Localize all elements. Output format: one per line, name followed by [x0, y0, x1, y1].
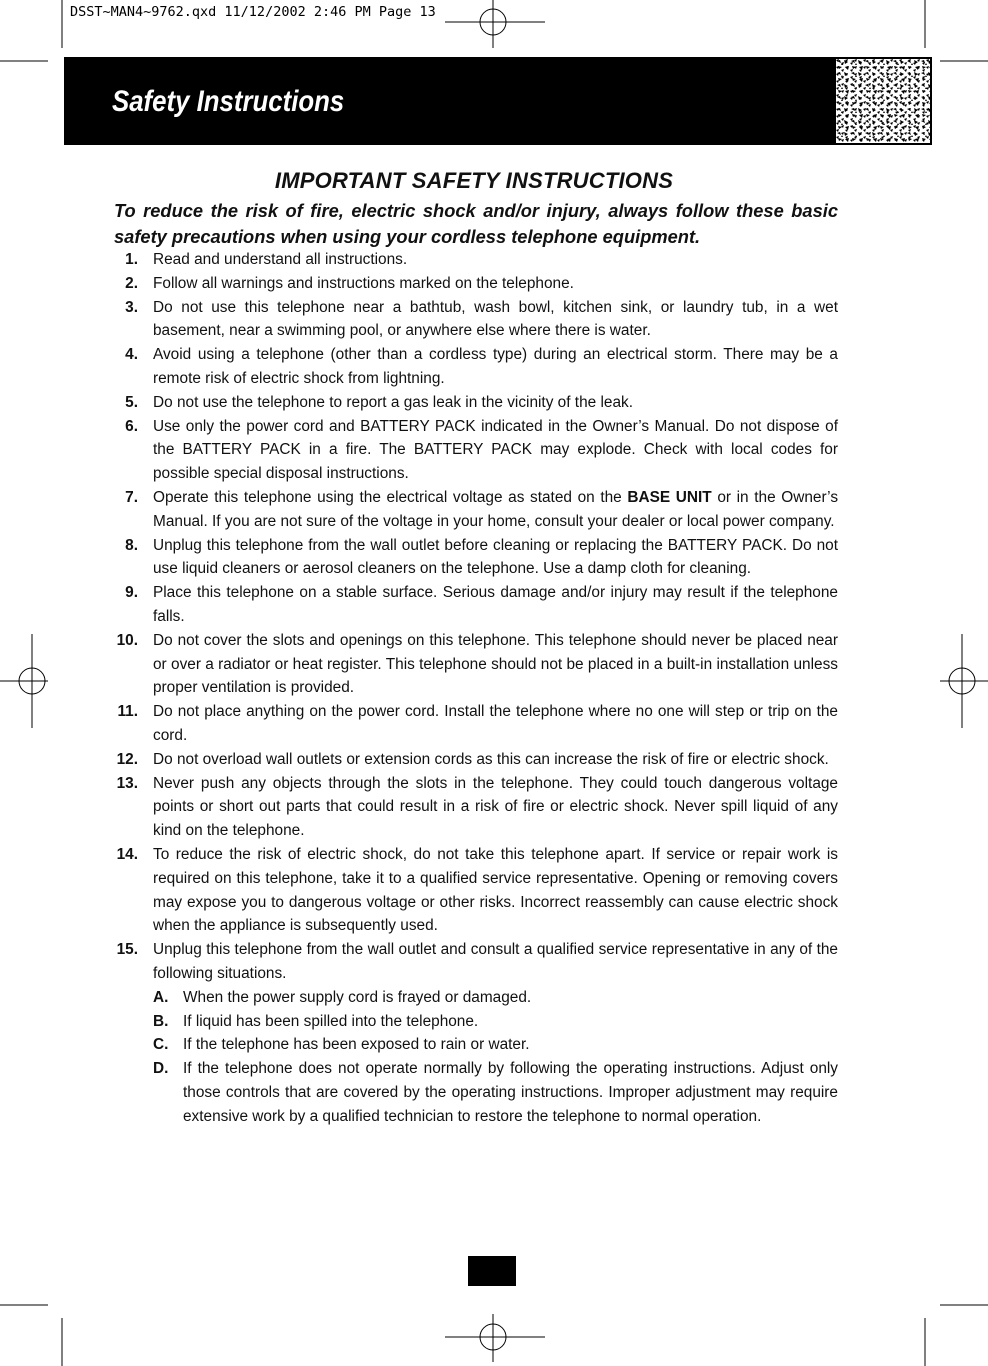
item-text: [153, 486, 838, 534]
list-item: [100, 391, 838, 415]
sub-list-item: [100, 986, 838, 1010]
item-number: 3.: [125, 298, 138, 316]
list-item: [100, 772, 838, 843]
item-text: Place this telephone on a stable surface. Serious damage and/or injury may result if the telephone falls.: [153, 584, 838, 625]
list-item: [100, 700, 838, 748]
sub-item-letter: D.: [153, 1060, 169, 1078]
page-number-box: [468, 1256, 516, 1286]
list-item: [100, 843, 838, 938]
item-text: Do not use this telephone near a bathtub, wash bowl, kitchen sink, or laundry tub, in a wet basement, near a swimming pool, or anywhere else where there is water.: [153, 298, 838, 340]
item-number: 15.: [116, 941, 138, 959]
item-number: 12.: [116, 750, 138, 768]
item-text: Do not overload wall outlets or extension cords as this can increase the risk of fire or electric shock.: [153, 750, 829, 768]
item-text: Avoid using a telephone (other than a cordless type) during an electrical storm. There may be a remote risk of electric shock from lightning.: [153, 346, 838, 387]
item-number: 8.: [125, 536, 138, 554]
section-header-banner: [64, 57, 932, 145]
item-text-start: Operate this telephone using the electrical voltage as stated on the: [153, 488, 628, 506]
list-item: [100, 343, 838, 391]
list-item: [100, 534, 838, 582]
item-text: Do not use the telephone to report a gas leak in the vicinity of the leak.: [153, 393, 633, 411]
list-item: [100, 272, 838, 296]
item-text: Unplug this telephone from the wall outlet and consult a qualified service representative in any of the following situations.: [153, 941, 838, 982]
list-item: [100, 938, 838, 986]
item-text: Unplug this telephone from the wall outlet before cleaning or replacing the BATTERY PACK. Do not use liquid cleaners or aerosol cleaners on the telephone. Use a damp cloth for cleaning.: [153, 536, 838, 578]
item-number: 14.: [116, 845, 138, 863]
list-item: [100, 486, 838, 534]
list-item: [100, 248, 838, 272]
intro-paragraph: To reduce the risk of fire, electric shock and/or injury, always follow these basic safety precautions when using your cordless telephone equipment.: [114, 200, 838, 247]
item-text: Read and understand all instructions.: [153, 251, 408, 268]
list-item: [100, 296, 838, 344]
list-item: [100, 415, 838, 486]
sub-item-letter: A.: [153, 988, 169, 1006]
item-number: 9.: [125, 584, 138, 602]
item-text: Do not cover the slots and openings on this telephone. This telephone should never be placed near or over a radiator or heat register. This telephone should not be placed in a built-in installation unless proper ventilation is provided.: [153, 631, 838, 697]
item-number: 4.: [125, 346, 138, 364]
list-item: [100, 581, 838, 629]
decorative-texture: [836, 59, 930, 143]
item-text: Use only the power cord and BATTERY PACK indicated in the Owner’s Manual. Do not dispose of the BATTERY PACK in a fire. The BATTERY PACK may explode. Check with local codes for possible special disposal instructions.: [153, 417, 838, 483]
item-text: Never push any objects through the slots in the telephone. They could touch dangerous voltage points or short out parts that could result in a risk of fire or electric shock. Never spill liquid of any kind on the telephone.: [153, 774, 838, 840]
item-number: 10.: [116, 631, 138, 649]
sub-list-item: [100, 1010, 838, 1034]
item-number: 1.: [125, 251, 138, 268]
item-number: 5.: [125, 393, 138, 411]
sub-list-item: [100, 1057, 838, 1128]
item-number: 7.: [125, 488, 138, 506]
item-number: 6.: [125, 417, 138, 435]
item-text: Do not place anything on the power cord. Install the telephone where no one will step or trip on the cord.: [153, 703, 838, 744]
item-number: 2.: [125, 274, 138, 292]
item-number: 13.: [116, 774, 138, 792]
list-item: [100, 629, 838, 700]
sub-item-letter: C.: [153, 1036, 169, 1054]
item-number: 11.: [117, 703, 138, 721]
document-heading: IMPORTANT SAFETY INSTRUCTIONS: [274, 168, 674, 193]
sub-item-text: If liquid has been spilled into the telephone.: [183, 1012, 479, 1030]
list-item: [100, 748, 838, 772]
sub-item-letter: B.: [153, 1012, 169, 1030]
item-text: To reduce the risk of electric shock, do not take this telephone apart. If service or repair work is required on this telephone, take it to a qualified service representative. Opening or removing covers may expose you to dangerous voltage or other risks. Incorrect reassembly can cause electric shock when the appliance is subsequently used.: [153, 845, 838, 935]
sub-item-text: When the power supply cord is frayed or damaged.: [183, 988, 532, 1006]
sub-item-text: If the telephone has been exposed to rain or water.: [183, 1036, 530, 1054]
print-slug: DSST~MAN4~9762.qxd 11/12/2002 2:46 PM Page 13: [66, 4, 440, 20]
base-unit-term: BASE UNIT: [627, 488, 712, 506]
sub-item-text: If the telephone does not operate normally by following the operating instructions. Adjust only those controls that are covered by the operating instructions. Improper adjustment may require extensive work by a qualified technician to restore the telephone to normal operation.: [183, 1060, 838, 1125]
item-text-end: or in the Owner’s Manual. If you are not sure of the voltage in your home, consult your dealer or local power company.: [153, 488, 839, 530]
section-title: Safety Instructions: [112, 85, 345, 118]
sub-list-item: [100, 1033, 838, 1057]
item-text: Follow all warnings and instructions marked on the telephone.: [153, 274, 574, 292]
safety-instructions-list: [100, 248, 838, 1128]
